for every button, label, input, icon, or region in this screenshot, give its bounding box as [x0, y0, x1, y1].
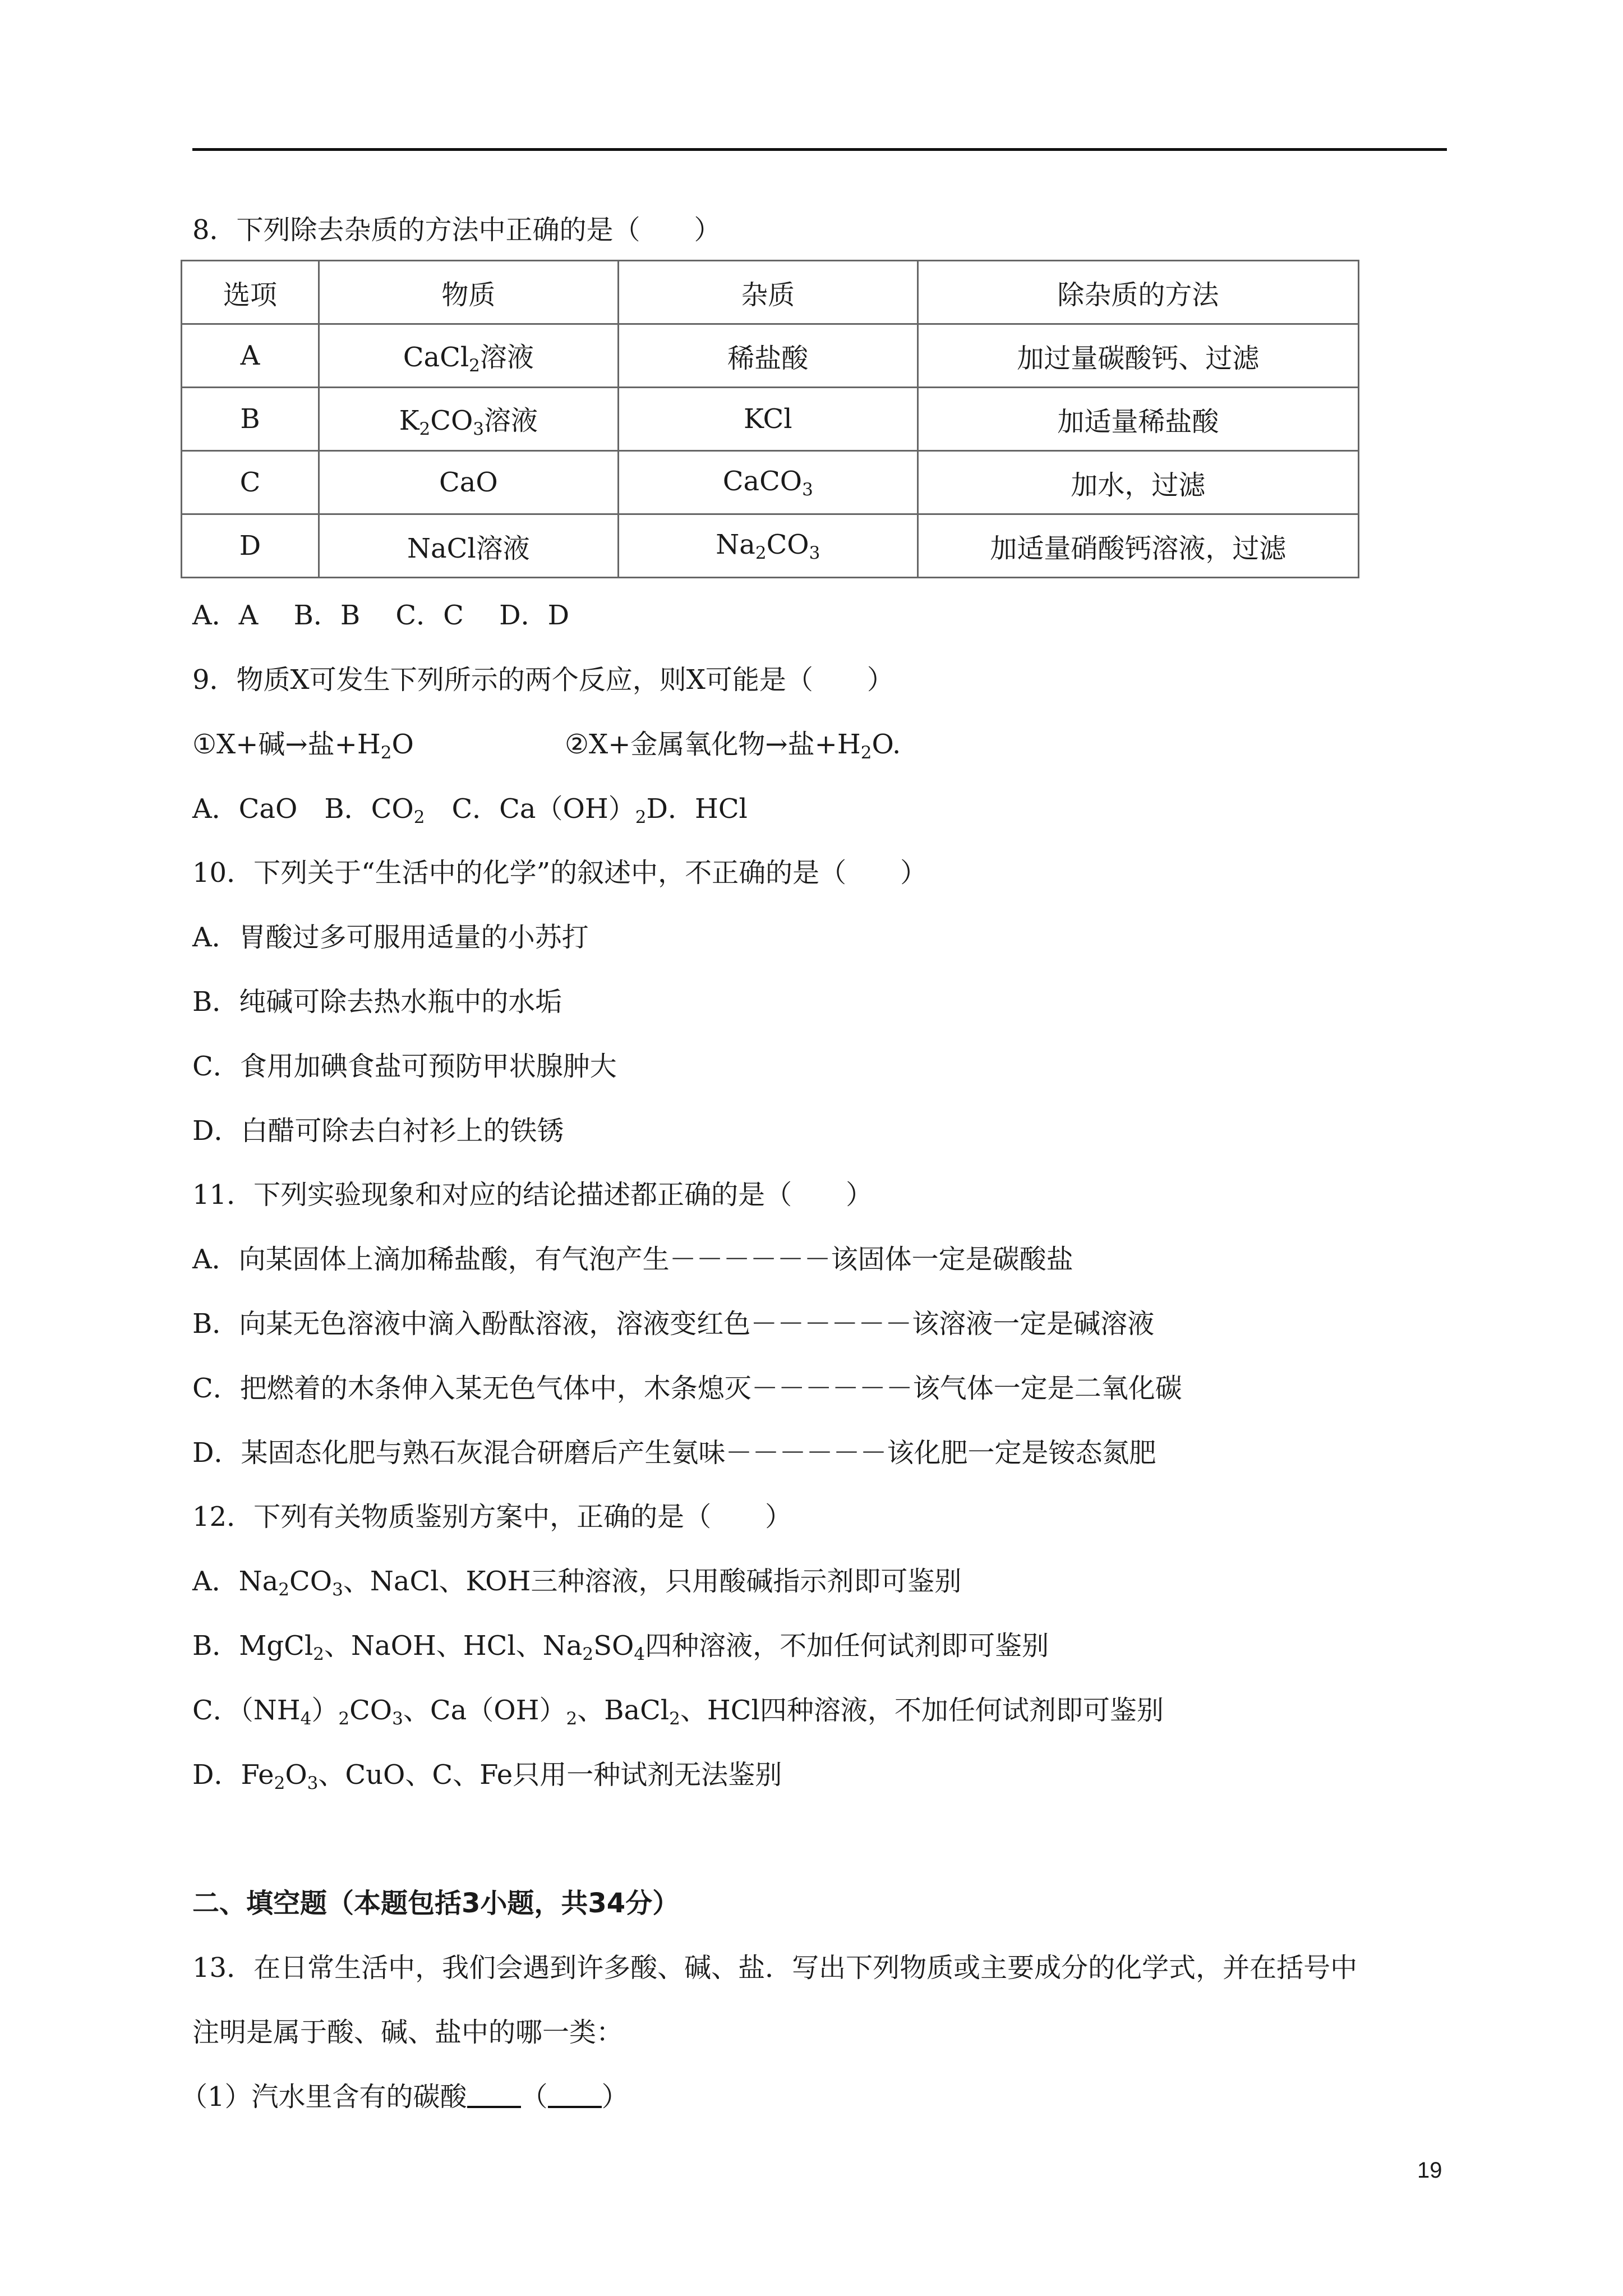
row-impurity: KCl [618, 388, 917, 451]
q10-option-c: C．食用加碘食盐可预防甲状腺肿大 [192, 1051, 617, 1082]
q9-reaction-1: ①X+碱→盐$+H_2O$ [192, 729, 414, 763]
q10-option-d: D．白醋可除去白衬衫上的铁锈 [192, 1115, 564, 1147]
q10-option-a: A．胃酸过多可服用适量的小苏打 [192, 922, 589, 953]
answer-blank[interactable] [548, 2083, 602, 2108]
row-impurity: CaCO$_3$ [618, 451, 917, 514]
q13-stem-line-1: 13．在日常生活中，我们会遇到许多酸、碱、盐．写出下列物质或主要成分的化学式，并在括号中 [192, 1952, 1358, 1984]
row-substance: $K_2CO_3$溶液 [319, 388, 618, 451]
row-option: D [182, 514, 319, 578]
row-impurity: 稀盐酸 [618, 324, 917, 388]
table-row [182, 324, 1359, 388]
table-header-row [182, 261, 1359, 324]
q11-option-a: A．向某固体上滴加稀盐酸，有气泡产生－－－－－－该固体一定是碳酸盐 [192, 1244, 1073, 1275]
q10-stem: 10．下列关于“生活中的化学”的叙述中，不正确的是（ ） [192, 857, 928, 889]
row-method: 加水，过滤 [917, 451, 1358, 514]
table-row [182, 388, 1359, 451]
q13-stem-line-2: 注明是属于酸、碱、盐中的哪一类： [192, 2017, 624, 2048]
q12-stem: 12．下列有关物质鉴别方案中，正确的是（ ） [192, 1501, 792, 1533]
table-row [182, 451, 1359, 514]
header-substance: 物质 [319, 261, 618, 324]
header-method: 除杂质的方法 [917, 261, 1358, 324]
row-option: A [182, 324, 319, 388]
header-rule [192, 148, 1447, 151]
q12-option-c: C．$(NH_4)_2CO_3$、$Ca(OH)_2$、BaCl$_2$、HCl四种溶液，不加任何试剂即可鉴别 [192, 1695, 1164, 1729]
row-substance: CaCl$_2$溶液 [319, 324, 618, 388]
q11-option-b: B．向某无色溶液中滴入酚酞溶液，溶液变红色－－－－－－该溶液一定是碱溶液 [192, 1308, 1155, 1340]
q12-option-a: A．$Na_2CO_3$、NaCl、KOH三种溶液，只用酸碱指示剂即可鉴别 [192, 1566, 962, 1600]
q8-table [181, 260, 1359, 578]
q12-option-d: D．$Fe_2O_3$、CuO、C、Fe只用一种试剂无法鉴别 [192, 1759, 782, 1793]
q13-item-1: （1）汽水里含有的碳酸 （ ） [181, 2081, 629, 2113]
q11-option-d: D．某固态化肥与熟石灰混合研磨后产生氨味－－－－－－该化肥一定是铵态氮肥 [192, 1437, 1156, 1469]
row-option: B [182, 388, 319, 451]
header-option: 选项 [182, 261, 319, 324]
row-impurity: $Na_2CO_3$ [618, 514, 917, 578]
q11-option-c: C．把燃着的木条伸入某无色气体中，木条熄灭－－－－－－该气体一定是二氧化碳 [192, 1373, 1182, 1404]
answer-blank[interactable] [467, 2083, 521, 2108]
q11-stem: 11．下列实验现象和对应的结论描述都正确的是（ ） [192, 1179, 873, 1211]
row-method: 加过量碳酸钙、过滤 [917, 324, 1358, 388]
q12-option-b: B．MgCl$_2$、NaOH、HCl、$Na_2SO_4$四种溶液，不加任何试剂即可鉴别 [192, 1630, 1049, 1664]
header-impurity: 杂质 [618, 261, 917, 324]
table-row [182, 514, 1359, 578]
q10-option-b: B．纯碱可除去热水瓶中的水垢 [192, 986, 562, 1018]
row-method: 加适量稀盐酸 [917, 388, 1358, 451]
page-number: 19 [1417, 2158, 1442, 2183]
row-method: 加适量硝酸钙溶液，过滤 [917, 514, 1358, 578]
q8-stem: 8．下列除去杂质的方法中正确的是（ ） [192, 214, 721, 246]
q9-options: A．CaO B．$CO_2$ C．$Ca(OH)_2D$．HCl [192, 793, 748, 827]
q8-options: A．A B．B C．C D．D [192, 600, 570, 631]
row-substance: CaO [319, 451, 618, 514]
row-option: C [182, 451, 319, 514]
q9-stem: 9．物质X可发生下列所示的两个反应，则X可能是（ ） [192, 664, 894, 696]
q9-reaction-2: ②X+金属氧化物→盐$+H_2O$. [565, 729, 901, 763]
section-2-heading: 二、填空题（本题包括3小题，共34分） [192, 1888, 680, 1919]
row-substance: NaCl溶液 [319, 514, 618, 578]
